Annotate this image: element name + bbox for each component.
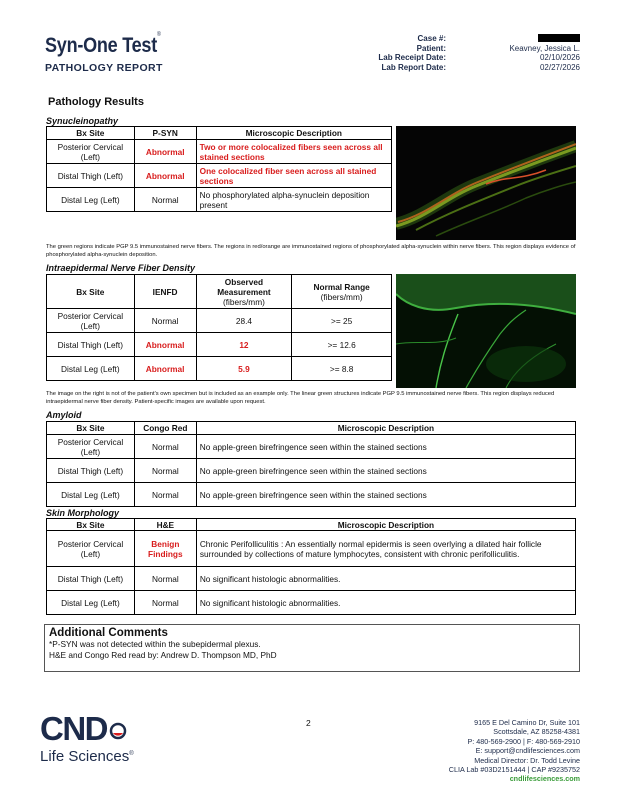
case-label: Case #: xyxy=(417,34,446,43)
bx-site: Distal Thigh (Left) xyxy=(47,567,135,591)
description-cell: Two or more colocalized fibers seen across all stained sections xyxy=(196,140,391,164)
amyloid-table xyxy=(46,421,576,507)
bx-site: Distal Leg (Left) xyxy=(47,591,135,615)
observed-cell: 5.9 xyxy=(196,357,292,381)
synucleinopathy-title: Synucleinopathy xyxy=(46,116,119,126)
col-header-main: Normal Range xyxy=(313,281,370,292)
synucleinopathy-note: The green regions indicate PGP 9.5 immunostained nerve fibers. The regions in red/orange are immunostained regions of phosphorylated alpha-synuclein within nerve fibers. This region displays evidence of phosphorylated alpha-synuclein deposition. xyxy=(46,244,576,258)
results-title: Pathology Results xyxy=(48,96,144,108)
col-header-unit: (fibers/mm) xyxy=(222,296,265,307)
synucleinopathy-table xyxy=(46,126,392,212)
address-line: 9165 E Del Camino Dr, Suite 101 xyxy=(474,718,580,727)
table-row xyxy=(47,483,576,507)
address-line: Scottsdale, AZ 85258-4381 xyxy=(493,727,580,737)
brand-name: Syn-One Test xyxy=(45,34,157,57)
bx-site: Distal Leg (Left) xyxy=(47,357,135,381)
patient-label: Patient: xyxy=(416,43,446,53)
table-row xyxy=(47,531,576,567)
table-row xyxy=(47,591,576,615)
report-label: Lab Report Date: xyxy=(381,62,446,72)
result-cell: Normal xyxy=(134,567,196,591)
description-cell: No phosphorylated alpha-synuclein deposition present xyxy=(196,188,391,212)
clia-line: CLIA Lab #03D2151444 | CAP #9235752 xyxy=(448,765,580,775)
bx-site: Posterior Cervical (Left) xyxy=(47,435,135,459)
description-cell: No apple-green birefringence seen within the stained sections xyxy=(196,435,575,459)
pipette-drop-icon xyxy=(109,719,127,741)
col-header-main: Observed Measurement xyxy=(217,276,271,297)
table-row xyxy=(47,164,392,188)
receipt-value: 02/10/2026 xyxy=(539,53,580,63)
page-number: 2 xyxy=(306,718,311,728)
phone-line: P: 480-569-2900 | F: 480-569-2910 xyxy=(467,736,580,746)
col-header: Bx Site xyxy=(47,422,135,435)
result-cell: Abnormal xyxy=(134,164,196,188)
receipt-label: Lab Receipt Date: xyxy=(378,53,446,63)
table-row xyxy=(47,140,392,164)
description-cell: No apple-green birefringence seen within the stained sections xyxy=(196,483,575,507)
micrograph-image xyxy=(396,274,576,388)
synuclein-micrograph xyxy=(396,126,576,240)
comment-line: H&E and Congo Red read by: Andrew D. Thompson MD, PhD xyxy=(49,649,277,660)
range-cell: >= 8.8 xyxy=(292,357,392,381)
table-row xyxy=(47,188,392,212)
bx-site: Posterior Cervical (Left) xyxy=(47,531,135,567)
description-cell: No significant histologic abnormalities. xyxy=(196,567,575,591)
bx-site: Distal Leg (Left) xyxy=(47,188,135,212)
bx-site: Posterior Cervical (Left) xyxy=(47,140,135,164)
result-cell: Normal xyxy=(134,435,196,459)
bx-site: Distal Thigh (Left) xyxy=(47,333,135,357)
col-header xyxy=(292,275,392,309)
micrograph-image xyxy=(396,126,576,240)
observed-cell: 28.4 xyxy=(196,309,292,333)
report-value: 02/27/2026 xyxy=(539,62,580,72)
cnd-registered-mark: ® xyxy=(129,751,134,757)
result-cell: Normal xyxy=(134,188,196,212)
col-header: Microscopic Description xyxy=(196,127,391,140)
col-header: Bx Site xyxy=(47,275,135,309)
cnd-logo xyxy=(40,712,134,766)
director-line: Medical Director: Dr. Todd Levine xyxy=(474,755,580,765)
bx-site: Distal Thigh (Left) xyxy=(47,459,135,483)
cnd-logo-subtext xyxy=(40,745,134,766)
ienfd-note: The image on the right is not of the patient's own specimen but is included as an example only. The linear green structures indicate PGP 9.5 immunostained nerve fibers. This region displays reduced intraepidermal nerve fiber density. Patient-specific images are available upon request. xyxy=(46,391,555,405)
company-address xyxy=(449,718,580,784)
result-cell: Normal xyxy=(134,483,196,507)
col-header: Microscopic Description xyxy=(196,519,575,531)
report-subtitle: PATHOLOGY REPORT xyxy=(45,62,163,74)
comments-title: Additional Comments xyxy=(49,627,168,639)
table-row xyxy=(47,309,392,333)
case-info xyxy=(330,34,580,72)
col-header: Congo Red xyxy=(134,422,196,435)
patient-value: Keavney, Jessica L. xyxy=(509,43,580,53)
col-header-unit: (fibers/mm) xyxy=(320,291,363,302)
col-header: Bx Site xyxy=(47,127,135,140)
description-cell: Chronic Perifolliculitis : An essentially normal epidermis is seen overlying a dilated hair follicle surrounded by collections of mature lymphocytes, consistent with chronic perifolliculitis. xyxy=(196,531,575,567)
observed-cell: 12 xyxy=(196,333,292,357)
amyloid-title: Amyloid xyxy=(46,410,82,420)
col-header: Microscopic Description xyxy=(196,422,575,435)
bx-site: Distal Thigh (Left) xyxy=(47,164,135,188)
col-header: H&E xyxy=(134,519,196,531)
email-line: E: support@cndlifesciences.com xyxy=(475,746,580,756)
redacted-case-number xyxy=(538,34,580,42)
table-row xyxy=(47,333,392,357)
range-cell: >= 12.6 xyxy=(292,333,392,357)
description-cell: No apple-green birefringence seen within the stained sections xyxy=(196,459,575,483)
result-cell: Abnormal xyxy=(134,333,196,357)
website-link[interactable]: cndlifesciences.com xyxy=(509,774,580,784)
brand-registered-mark: ® xyxy=(156,32,161,38)
brand-title xyxy=(45,34,161,58)
result-cell: Normal xyxy=(134,591,196,615)
col-header: Bx Site xyxy=(47,519,135,531)
bx-site: Distal Leg (Left) xyxy=(47,483,135,507)
result-cell: Normal xyxy=(134,309,196,333)
additional-comments xyxy=(44,624,580,672)
range-cell: >= 25 xyxy=(292,309,392,333)
result-cell: Normal xyxy=(134,459,196,483)
col-header: IENFD xyxy=(134,275,196,309)
bx-site: Posterior Cervical (Left) xyxy=(47,309,135,333)
table-row xyxy=(47,357,392,381)
table-row xyxy=(47,435,576,459)
result-cell: Abnormal xyxy=(134,140,196,164)
ienfd-table xyxy=(46,274,392,381)
skin-morphology-title: Skin Morphology xyxy=(46,508,119,518)
skin-morphology-table xyxy=(46,518,576,615)
result-cell: Abnormal xyxy=(134,357,196,381)
ienfd-title: Intraepidermal Nerve Fiber Density xyxy=(46,263,196,273)
cnd-logo-words: Life Sciences xyxy=(40,748,130,765)
cnd-logo-text xyxy=(40,712,134,745)
ienfd-micrograph xyxy=(396,274,576,388)
description-cell: One colocalized fiber seen across all stained sections xyxy=(196,164,391,188)
description-cell: No significant histologic abnormalities. xyxy=(196,591,575,615)
comment-line: *P-SYN was not detected within the subepidermal plexus. xyxy=(49,639,261,649)
table-row xyxy=(47,567,576,591)
table-row xyxy=(47,459,576,483)
cnd-logo-letters: CND xyxy=(40,710,107,747)
col-header: P-SYN xyxy=(134,127,196,140)
col-header xyxy=(196,275,292,309)
result-cell: Benign Findings xyxy=(134,531,196,567)
